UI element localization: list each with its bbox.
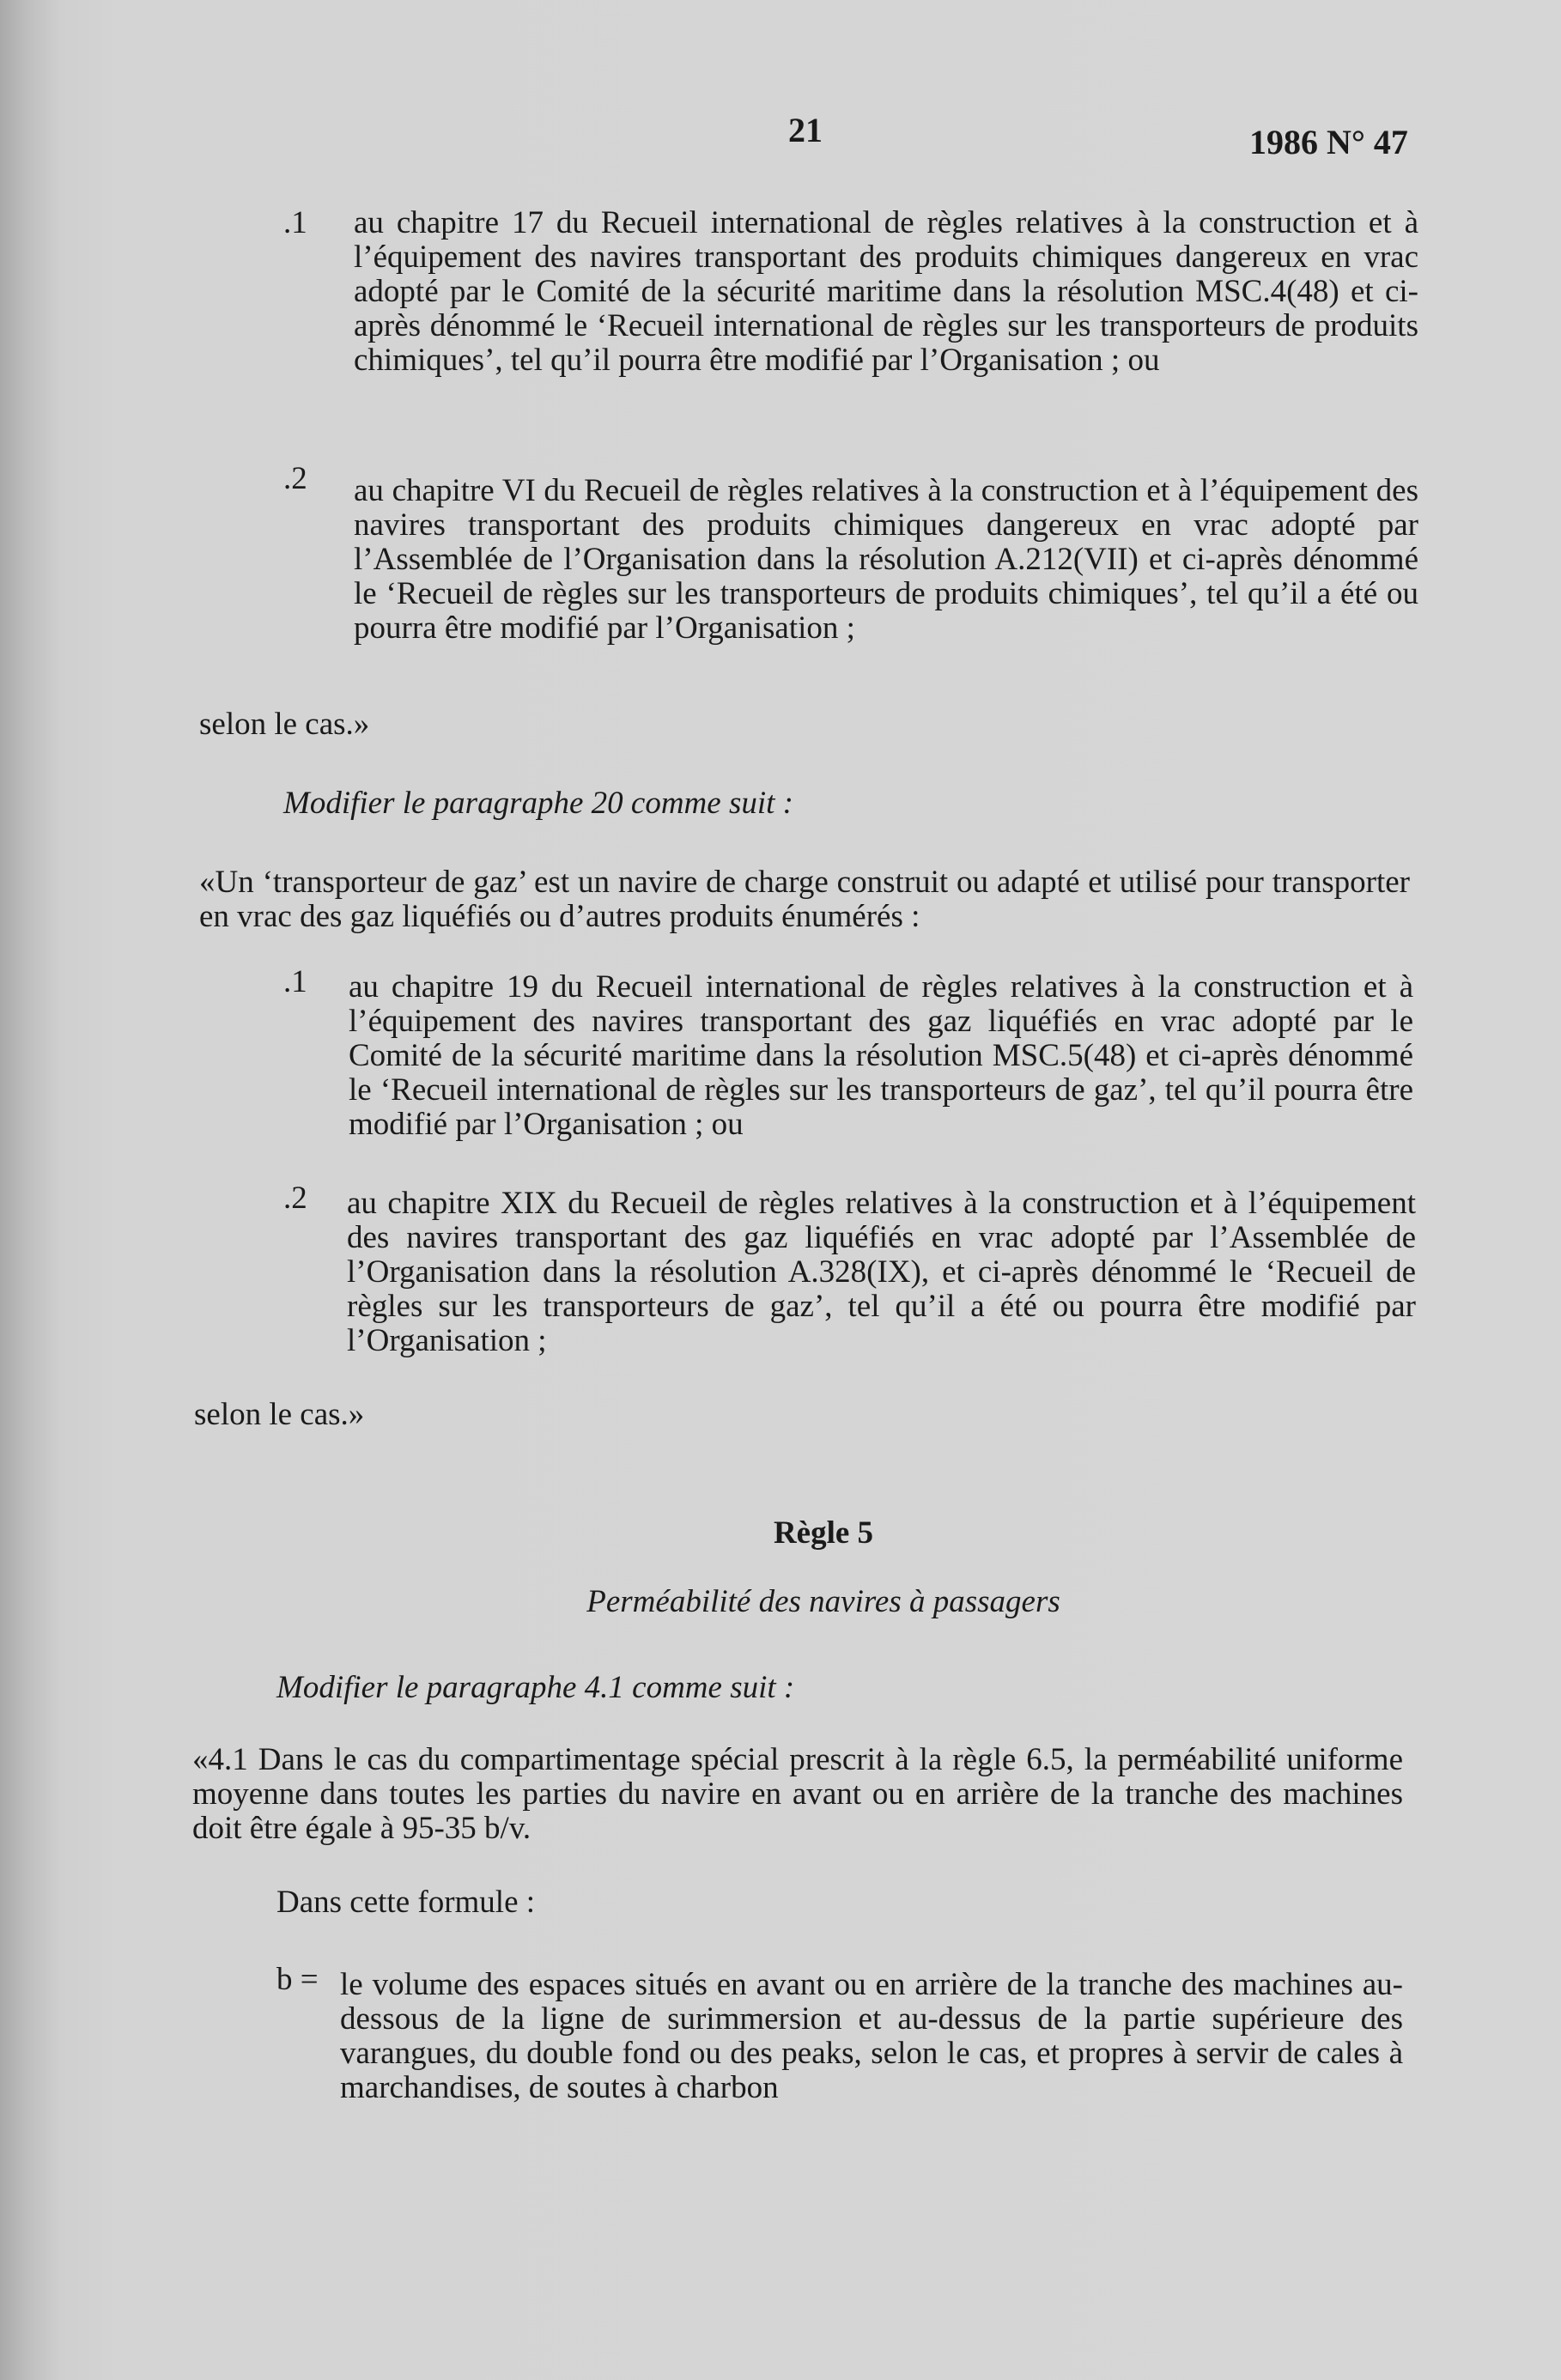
- list-item-text: au chapitre 17 du Recueil international de règles relatives à la construction et à l’équipement des navires transportant des produits chimiques dangereux en vrac adopté par le Comité de la sécurité maritime dans la résolution MSC.4(48) et ci-après dénommé le ‘Recueil international de règles sur les transporteurs de produits chimiques’, tel qu’il pourra être modifié par l’Organisation ; ou: [354, 205, 1418, 378]
- list-item-text: au chapitre XIX du Recueil de règles relatives à la construction et à l’équipement des navires transportant des gaz liquéfiés en vrac adopté par l’Assemblée de l’Organisation dans la résolution A.328(IX), et ci-après dénommé le ‘Recueil de règles sur les transporteurs de gaz’, tel qu’il a été ou pourra être modifié par l’Organisation ;: [347, 1186, 1416, 1358]
- definition-text: le volume des espaces situés en avant ou en arrière de la tranche des machines au-dessous de la ligne de surimmersion et au-dessus de la partie supérieure des varangues, du double fond ou des peaks, selon le cas, et propres à servir de cales à marchandises, de soutes à charbon: [340, 1967, 1403, 2105]
- paragraph-4-1: «4.1 Dans le cas du compartimentage spécial prescrit à la règle 6.5, la perméabilité uniforme moyenne dans toutes les parties du navire en avant ou en arrière de la tranche des machines doit être égale à 95-35 b/v.: [192, 1742, 1403, 1846]
- selon-le-cas: selon le cas.»: [194, 1397, 365, 1432]
- item-number: .2: [283, 461, 307, 496]
- page-number: 21: [788, 111, 823, 149]
- regle-subtitle: Perméabilité des navires à passagers: [586, 1584, 1060, 1619]
- regle-title: Règle 5: [773, 1515, 874, 1551]
- list-item-text: au chapitre VI du Recueil de règles relatives à la construction et à l’équipement des navires transportant des produits chimiques dangereux en vrac adopté par l’Assemblée de l’Organisation dans la résolution A.212(VII) et ci-après dénommé le ‘Recueil de règles sur les transporteurs de produits chimiques’, tel qu’il a été ou pourra être modifié par l’Organisation ;: [354, 473, 1418, 646]
- selon-le-cas: selon le cas.»: [199, 707, 370, 742]
- gas-carrier-definition: «Un ‘transporteur de gaz’ est un navire de charge construit ou adapté et utilisé pour transporter en vrac des gaz liquéfiés ou d’autres produits énumérés :: [199, 865, 1410, 934]
- amend-instruction: Modifier le paragraphe 20 comme suit :: [283, 786, 793, 821]
- running-head: 1986 N° 47: [1249, 123, 1408, 161]
- item-number: .2: [283, 1181, 307, 1216]
- formula-intro: Dans cette formule :: [276, 1885, 536, 1920]
- definition-label: b =: [276, 1962, 319, 1997]
- amend-instruction: Modifier le paragraphe 4.1 comme suit :: [276, 1670, 795, 1705]
- list-item-text: au chapitre 19 du Recueil international de règles relatives à la construction et à l’équipement des navires transportant des gaz liquéfiés en vrac adopté par le Comité de la sécurité maritime dans la résolution MSC.5(48) et ci-après dénommé le ‘Recueil international de règles sur les transporteurs de gaz’, tel qu’il pourra être modifié par l’Organisation ; ou: [349, 969, 1413, 1142]
- item-number: .1: [283, 205, 307, 240]
- item-number: .1: [283, 964, 307, 999]
